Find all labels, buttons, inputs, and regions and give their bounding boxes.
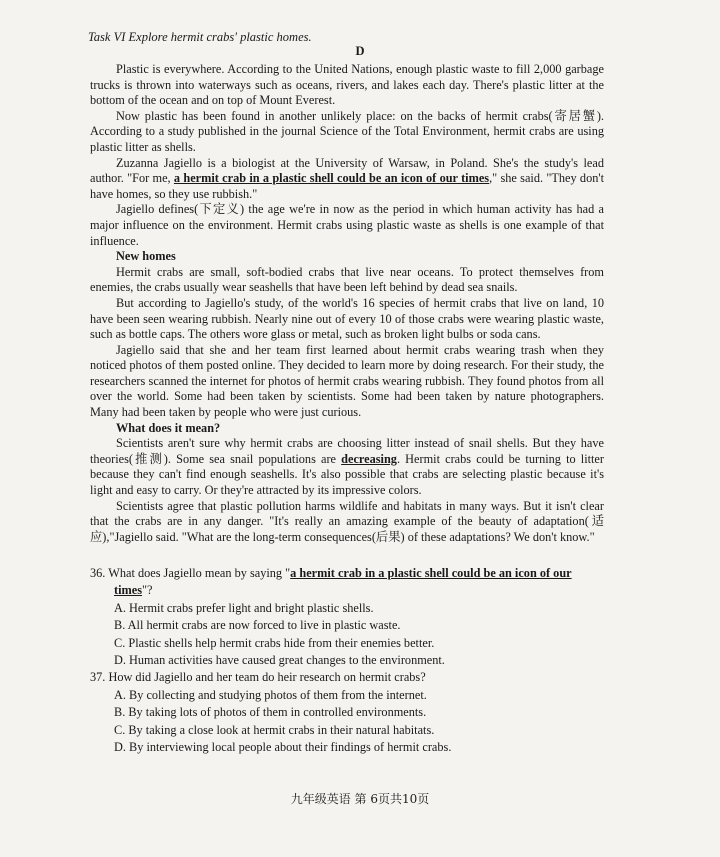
underlined-quote: a hermit crab in a plastic shell could be an icon of our times (173, 171, 490, 186)
question-36-text-b: "? (142, 583, 153, 598)
option-36-b[interactable]: B. All hermit crabs are now forced to live in plastic waste. (114, 618, 401, 633)
option-37-d[interactable]: D. By interviewing local people about their findings of hermit crabs. (114, 740, 452, 755)
paragraph-6: But according to Jagiello's study, of the world's 16 species of hermit crabs that live on land, 10 have been seen wearing rubbish. Nearly nine out of every 10 of those crabs were wearing plastic waste, such as bottle caps. The others wore glass or metal, such as broken light bulbs or soda cans. (90, 295, 604, 342)
option-37-b[interactable]: B. By taking lots of photos of them in controlled environments. (114, 705, 427, 720)
paragraph-4: Jagiello defines(下定义) the age we're in now as the period in which human activity has had a major influence on the environment. Hermit crabs using plastic waste as shells is one example of that influence. (90, 202, 604, 248)
question-37-stem (90, 669, 604, 686)
paragraph-8-text-a: Scientists aren't sure why hermit crabs are choosing litter instead of snail shells. But they have theories(推测). Some sea snail populations are (90, 436, 604, 466)
paragraph-3-text-b: ," she said. "They don't have homes, so they use rubbish." (90, 171, 605, 201)
question-number: 37. (90, 670, 106, 685)
question-36-text-a: What does Jagiello mean by saying " (108, 566, 291, 580)
question-36-underlined-end: times (114, 583, 142, 598)
paragraph-8 (90, 436, 604, 498)
question-36-stem (90, 565, 604, 582)
paragraph-1: Plastic is everywhere. According to the United Nations, enough plastic waste to fill 2,000 garbage trucks is thrown into waterways such as oceans, rivers, and lakes each day. There's plastic litter at the bottom of the ocean and on top of Mount Everest. (90, 62, 604, 108)
question-36-underlined: a hermit crab in a plastic shell could be an icon of our (290, 566, 572, 580)
reading-passage (90, 62, 604, 545)
subheading-new-homes: New homes (116, 249, 176, 264)
task-title: Task VI Explore hermit crabs' plastic homes. (88, 30, 312, 44)
paragraph-3 (90, 156, 604, 203)
paragraph-8-text-b: . Hermit crabs could be turning to litter because they can't find enough seashells. It's also possible that crabs are selecting plastic because it's light and easy to carry. Or they're attracted by its impressive colors. (90, 451, 604, 498)
question-number: 36. (90, 566, 106, 580)
paragraph-2: Now plastic has been found in another unlikely place: on the backs of hermit crabs(寄居蟹). According to a study published in the journal Science of the Total Environment, hermit crabs are using plastic litter as shells. (90, 108, 604, 154)
underlined-word: decreasing (341, 451, 397, 466)
subheading-what-does-it-mean: What does it mean? (116, 420, 221, 435)
option-37-c[interactable]: C. By taking a close look at hermit crabs in their natural habitats. (114, 722, 435, 737)
option-37-a[interactable]: A. By collecting and studying photos of them from the internet. (114, 687, 427, 702)
page-footer: 九年级英语 第 6页共10页 (290, 792, 430, 806)
question-36-stem-continued (114, 582, 604, 599)
question-37-text: How did Jagiello and her team do heir research on hermit crabs? (108, 670, 426, 685)
paragraph-3-text-a: Zuzanna Jagiello is a biologist at the University of Warsaw, in Poland. She's the study's lead author. "For me, (90, 155, 604, 186)
question-list (90, 565, 604, 756)
option-36-d[interactable]: D. Human activities have caused great changes to the environment. (114, 653, 445, 668)
paragraph-9: Scientists agree that plastic pollution harms wildlife and habitats in many ways. But it isn't clear that the crabs are in any danger. "It's really an amazing example of the beauty of adaptation(适应),"Jagiello said. "What are the long-term consequences(后果) of these adaptations? We don't know." (90, 498, 604, 544)
paragraph-7: Jagiello said that she and her team first learned about hermit crabs wearing trash when they noticed photos of them posted online. They decided to learn more by doing research. For their study, the researchers scanned the internet for photos of hermit crabs wearing rubbish. They found photos from all over the world. Some had been taken by scientists. Some had been taken by nature photographers. Many had been taken by people who were just curious. (90, 342, 604, 420)
option-36-c[interactable]: C. Plastic shells help hermit crabs hide from their enemies better. (114, 635, 435, 650)
section-letter: D (355, 44, 365, 58)
option-36-a[interactable]: A. Hermit crabs prefer light and bright plastic shells. (114, 600, 374, 615)
paragraph-5: Hermit crabs are small, soft-bodied crabs that live near oceans. To protect themselves from enemies, the crabs usually wear seashells that have been left behind by dead sea snails. (90, 264, 604, 295)
